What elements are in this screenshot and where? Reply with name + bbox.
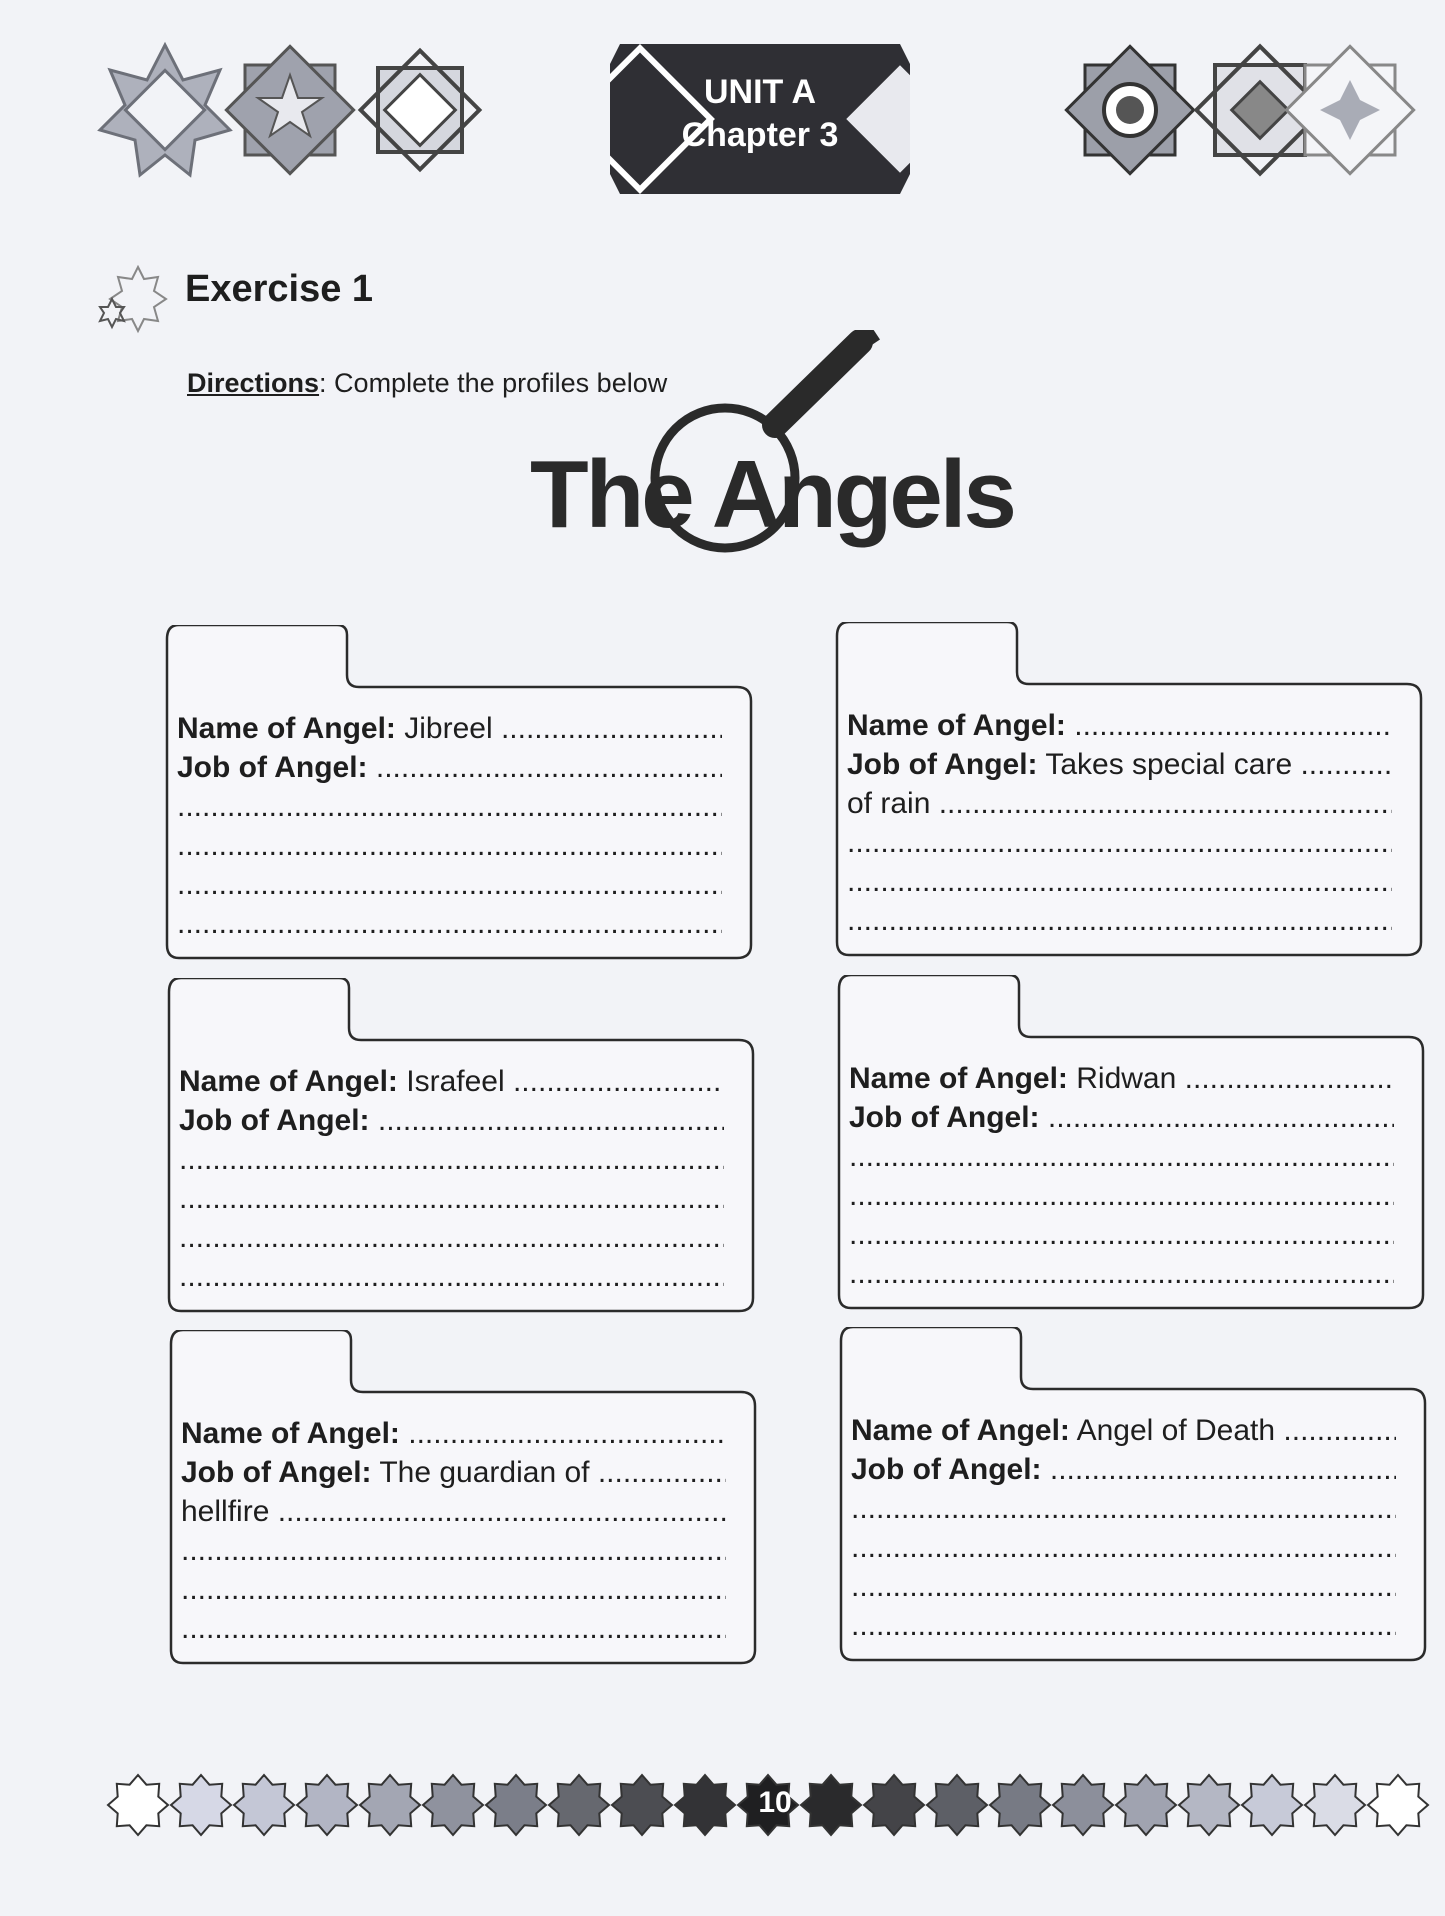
answer-line[interactable] [177, 787, 722, 826]
footer-star-icon [864, 1775, 924, 1835]
exercise-star-icon [90, 265, 170, 335]
angel-job-field[interactable]: The guardian of [379, 1456, 590, 1489]
footer-star-icon [486, 1775, 546, 1835]
answer-line[interactable] [181, 1609, 726, 1648]
footer-star-icon [1116, 1775, 1176, 1835]
unit-label: UNIT A [703, 73, 817, 111]
answer-line[interactable] [849, 1215, 1394, 1254]
name-label: Name of Angel: [851, 1414, 1070, 1447]
angel-profile-card [837, 975, 1427, 1310]
name-label: Name of Angel: [181, 1417, 400, 1450]
job-label: Job of Angel: [847, 748, 1038, 781]
job-label: Job of Angel: [179, 1104, 370, 1137]
footer-star-icon [360, 1775, 420, 1835]
answer-line[interactable] [179, 1257, 724, 1296]
unit-chapter-label [610, 70, 910, 156]
angel-name-field[interactable]: Angel of Death [1076, 1414, 1276, 1447]
angel-job-field[interactable]: Takes special care [1045, 748, 1293, 781]
directions-text: : Complete the profiles below [319, 368, 668, 398]
answer-line[interactable] [177, 865, 722, 904]
ornament-star-icon [350, 40, 490, 180]
footer-star-icon [171, 1775, 231, 1835]
answer-line[interactable] [849, 1254, 1394, 1293]
answer-line[interactable] [181, 1531, 726, 1570]
job-label: Job of Angel: [849, 1101, 1040, 1134]
ornament-star-icon [95, 40, 235, 180]
footer-star-icon [549, 1775, 609, 1835]
footer-star-icon [297, 1775, 357, 1835]
footer-star-icon [1368, 1775, 1428, 1835]
ornament-star-icon [1280, 40, 1420, 180]
footer-star-icon [1242, 1775, 1302, 1835]
angel-profile-card [169, 1330, 759, 1665]
chapter-label: Chapter 3 [681, 116, 839, 154]
footer-star-icon [675, 1775, 735, 1835]
name-label: Name of Angel: [177, 712, 396, 745]
footer-star-icon [423, 1775, 483, 1835]
angel-name-field[interactable]: Jibreel [404, 712, 493, 745]
angel-name-field[interactable]: Israfeel [406, 1065, 505, 1098]
answer-line[interactable] [851, 1489, 1396, 1528]
job-label: Job of Angel: [177, 751, 368, 784]
footer-star-icon [801, 1775, 861, 1835]
angel-profile-card [165, 625, 755, 960]
job-label: Job of Angel: [851, 1453, 1042, 1486]
angel-name-field[interactable]: Ridwan [1076, 1062, 1177, 1095]
answer-line[interactable] [177, 904, 722, 943]
job-label: Job of Angel: [181, 1456, 372, 1489]
angel-profile-card [835, 622, 1425, 957]
answer-line[interactable] [849, 1137, 1394, 1176]
angel-profile-card [167, 978, 757, 1313]
answer-line[interactable] [849, 1176, 1394, 1215]
angel-job-continued[interactable]: hellfire [181, 1495, 270, 1528]
footer-star-icon [234, 1775, 294, 1835]
page-number: 10 [758, 1786, 792, 1819]
main-title-graphic [530, 330, 1090, 560]
answer-line[interactable] [179, 1179, 724, 1218]
footer-star-icon [108, 1775, 168, 1835]
footer-star-icon [927, 1775, 987, 1835]
name-label: Name of Angel: [179, 1065, 398, 1098]
answer-line[interactable] [851, 1606, 1396, 1645]
footer-star-icon [1179, 1775, 1239, 1835]
answer-line[interactable] [851, 1528, 1396, 1567]
answer-line[interactable] [179, 1218, 724, 1257]
ornament-star-icon [220, 40, 360, 180]
answer-line[interactable] [847, 823, 1392, 862]
angel-job-continued[interactable]: of rain [847, 787, 931, 820]
main-title: The Angels [530, 441, 1014, 548]
answer-line[interactable] [179, 1140, 724, 1179]
name-label: Name of Angel: [847, 709, 1066, 742]
angel-profile-card [839, 1327, 1429, 1662]
footer-star-icon [990, 1775, 1050, 1835]
footer-star-icon [612, 1775, 672, 1835]
directions-label: Directions [187, 368, 320, 398]
footer-star-icon [1053, 1775, 1113, 1835]
name-label: Name of Angel: [849, 1062, 1068, 1095]
answer-line[interactable] [851, 1567, 1396, 1606]
answer-line[interactable] [847, 862, 1392, 901]
exercise-title: Exercise 1 [185, 268, 374, 310]
answer-line[interactable] [847, 901, 1392, 940]
answer-line[interactable] [177, 826, 722, 865]
footer-star-icon [1305, 1775, 1365, 1835]
ornament-star-icon [1060, 40, 1200, 180]
answer-line[interactable] [181, 1570, 726, 1609]
